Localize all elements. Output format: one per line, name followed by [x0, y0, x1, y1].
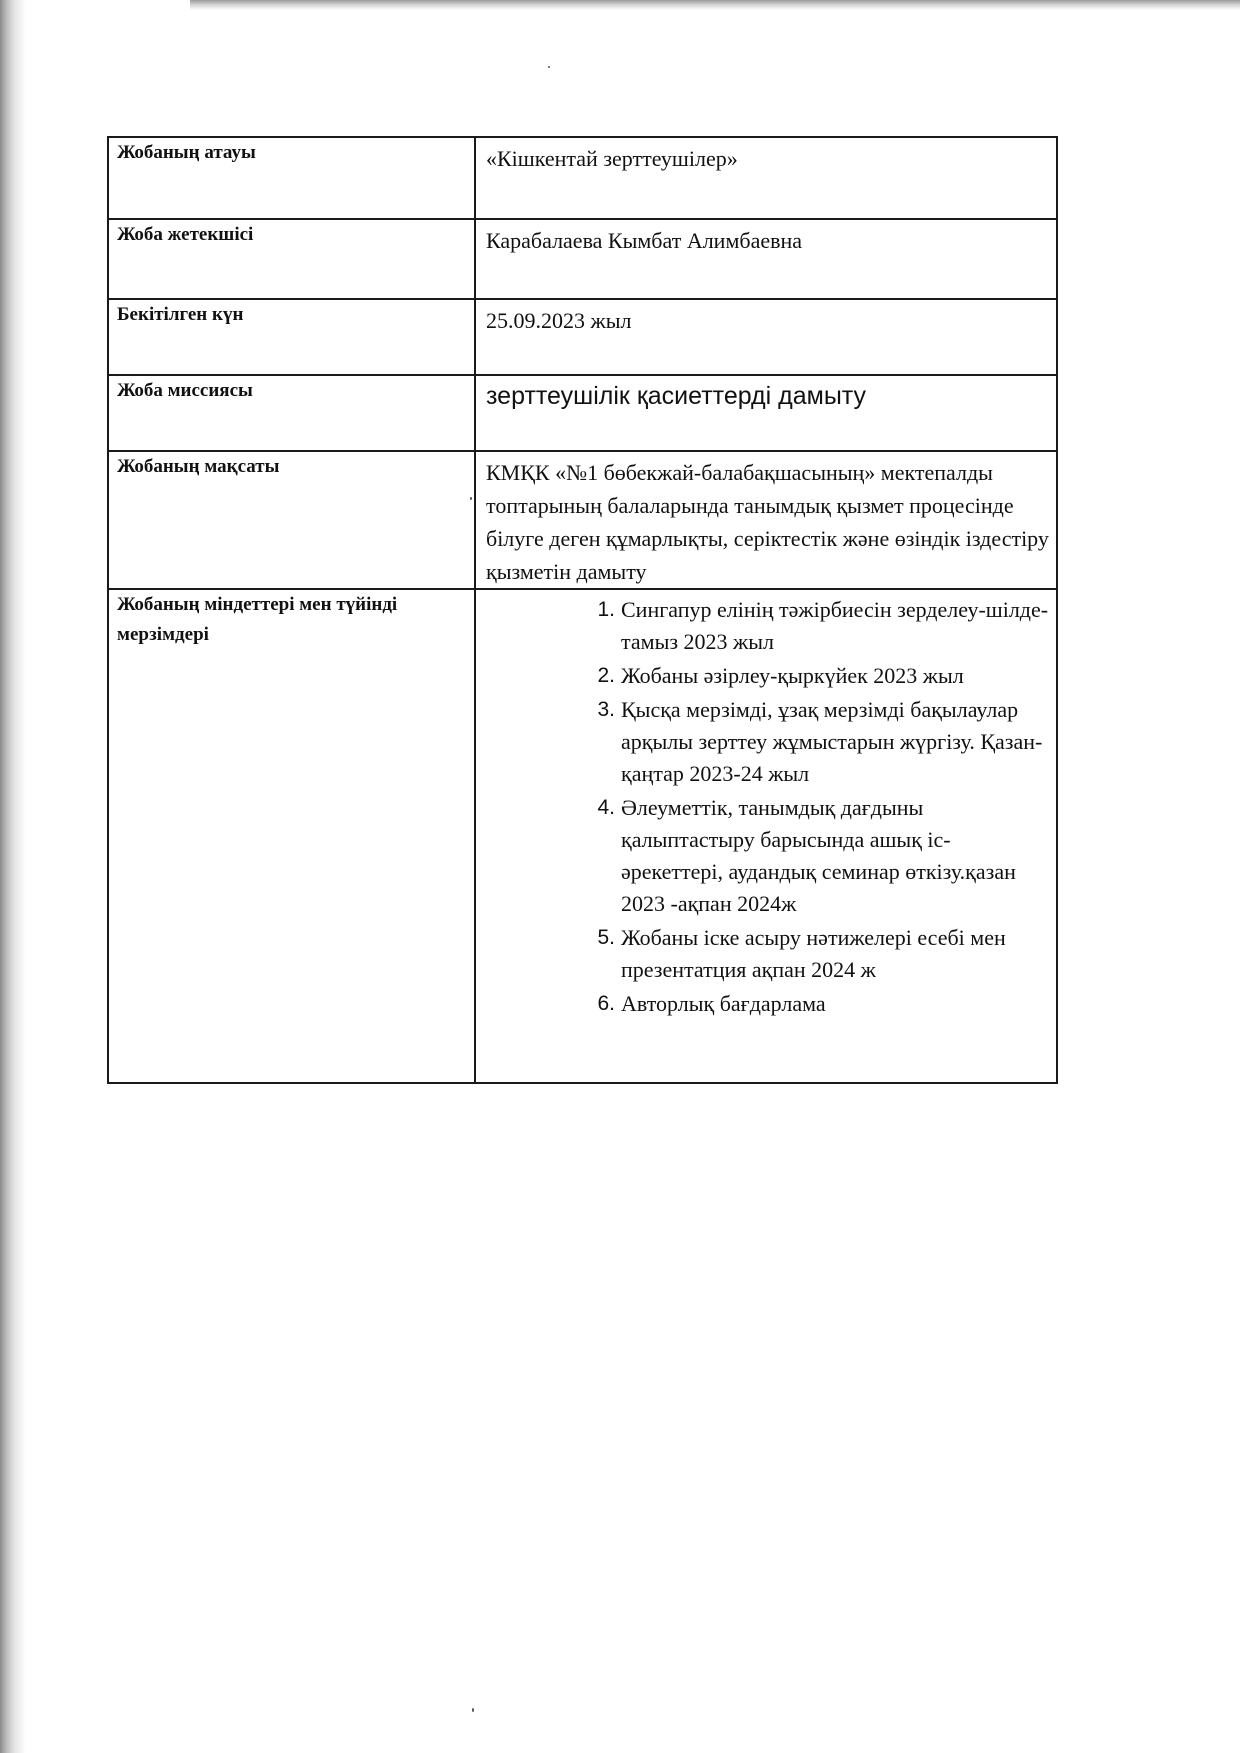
project-goal-label	[108, 451, 475, 589]
list-item-text: Авторлық бағдарлама	[621, 991, 826, 1016]
project-goal-value	[475, 451, 1057, 589]
project-passport-table	[107, 136, 1058, 1084]
list-item-text: Әлеуметтік, танымдық дағдыны қалыптастыру барысында ашық іс-әрекеттері, аудандық семинар өткізу.қазан 2023 -ақпан 2024ж	[621, 795, 1016, 916]
approval-date-value	[475, 299, 1057, 375]
list-item	[486, 988, 1056, 1020]
list-item	[486, 594, 1056, 658]
list-item-number: 6.	[597, 992, 615, 1015]
scan-top-edge-shadow	[190, 0, 1240, 10]
list-item	[486, 660, 1056, 692]
list-item-number: 4.	[597, 796, 615, 819]
scan-speck	[548, 66, 550, 68]
approval-date-label	[108, 299, 475, 375]
project-name-label	[108, 137, 475, 219]
project-mission-label	[108, 375, 475, 451]
value-text: 25.09.2023 жыл	[486, 308, 632, 333]
scan-speck	[472, 1708, 474, 1712]
table-row	[108, 299, 1057, 375]
table-row	[108, 137, 1057, 219]
list-item-text: Жобаны іске асыру нәтижелері есебі мен презентатция ақпан 2024 ж	[621, 925, 1006, 982]
tasks-list	[486, 590, 1056, 1020]
label-text: Жобаның атауы	[117, 142, 256, 163]
label-text: Жоба миссиясы	[117, 380, 253, 401]
list-item-number: 5.	[597, 926, 615, 949]
list-item-text: Сингапур елінің тәжірбиесін зерделеу-шілде-тамыз 2023 жыл	[621, 597, 1049, 654]
project-leader-value	[475, 219, 1057, 299]
list-item-number: 3.	[597, 698, 615, 721]
scan-left-edge-shadow	[0, 0, 26, 1753]
list-item-text: Қысқа мерзімді, ұзақ мерзімді бақылаулар арқылы зерттеу жұмыстарын жүргізу. Қазан-қаңтар 2023-24 жыл	[621, 697, 1043, 786]
value-text: КМҚК «№1 бөбекжай-балабақшасының» мектепалды топтарының балаларында танымдық қызмет процесінде білуге деген құмарлықты, серіктестік және өзіндік іздестіру қызметін дамыту	[486, 460, 1049, 584]
list-item-number: 1.	[597, 598, 615, 621]
value-text: «Кішкентай зерттеушілер»	[486, 146, 738, 171]
project-tasks-value	[475, 589, 1057, 1083]
table-row	[108, 589, 1057, 1083]
value-text: зерттеушілік қасиеттерді дамыту	[486, 382, 867, 410]
label-text: Жобаның міндеттері мен түйінді мерзімдері	[117, 594, 398, 645]
project-leader-label	[108, 219, 475, 299]
project-name-value	[475, 137, 1057, 219]
label-text: Бекітілген күн	[117, 304, 244, 325]
list-item	[486, 792, 1056, 920]
table-row	[108, 451, 1057, 589]
list-item-number: 2.	[597, 664, 615, 687]
project-mission-value	[475, 375, 1057, 451]
table-row	[108, 219, 1057, 299]
list-item	[486, 694, 1056, 790]
value-text: Карабалаева Кымбат Алимбаевна	[486, 228, 803, 253]
list-item	[486, 922, 1056, 986]
project-tasks-label	[108, 589, 475, 1083]
table-row	[108, 375, 1057, 451]
label-text: Жоба жетекшісі	[117, 224, 254, 245]
label-text: Жобаның мақсаты	[117, 456, 280, 477]
list-item-text: Жобаны әзірлеу-қыркүйек 2023 жыл	[621, 663, 964, 688]
